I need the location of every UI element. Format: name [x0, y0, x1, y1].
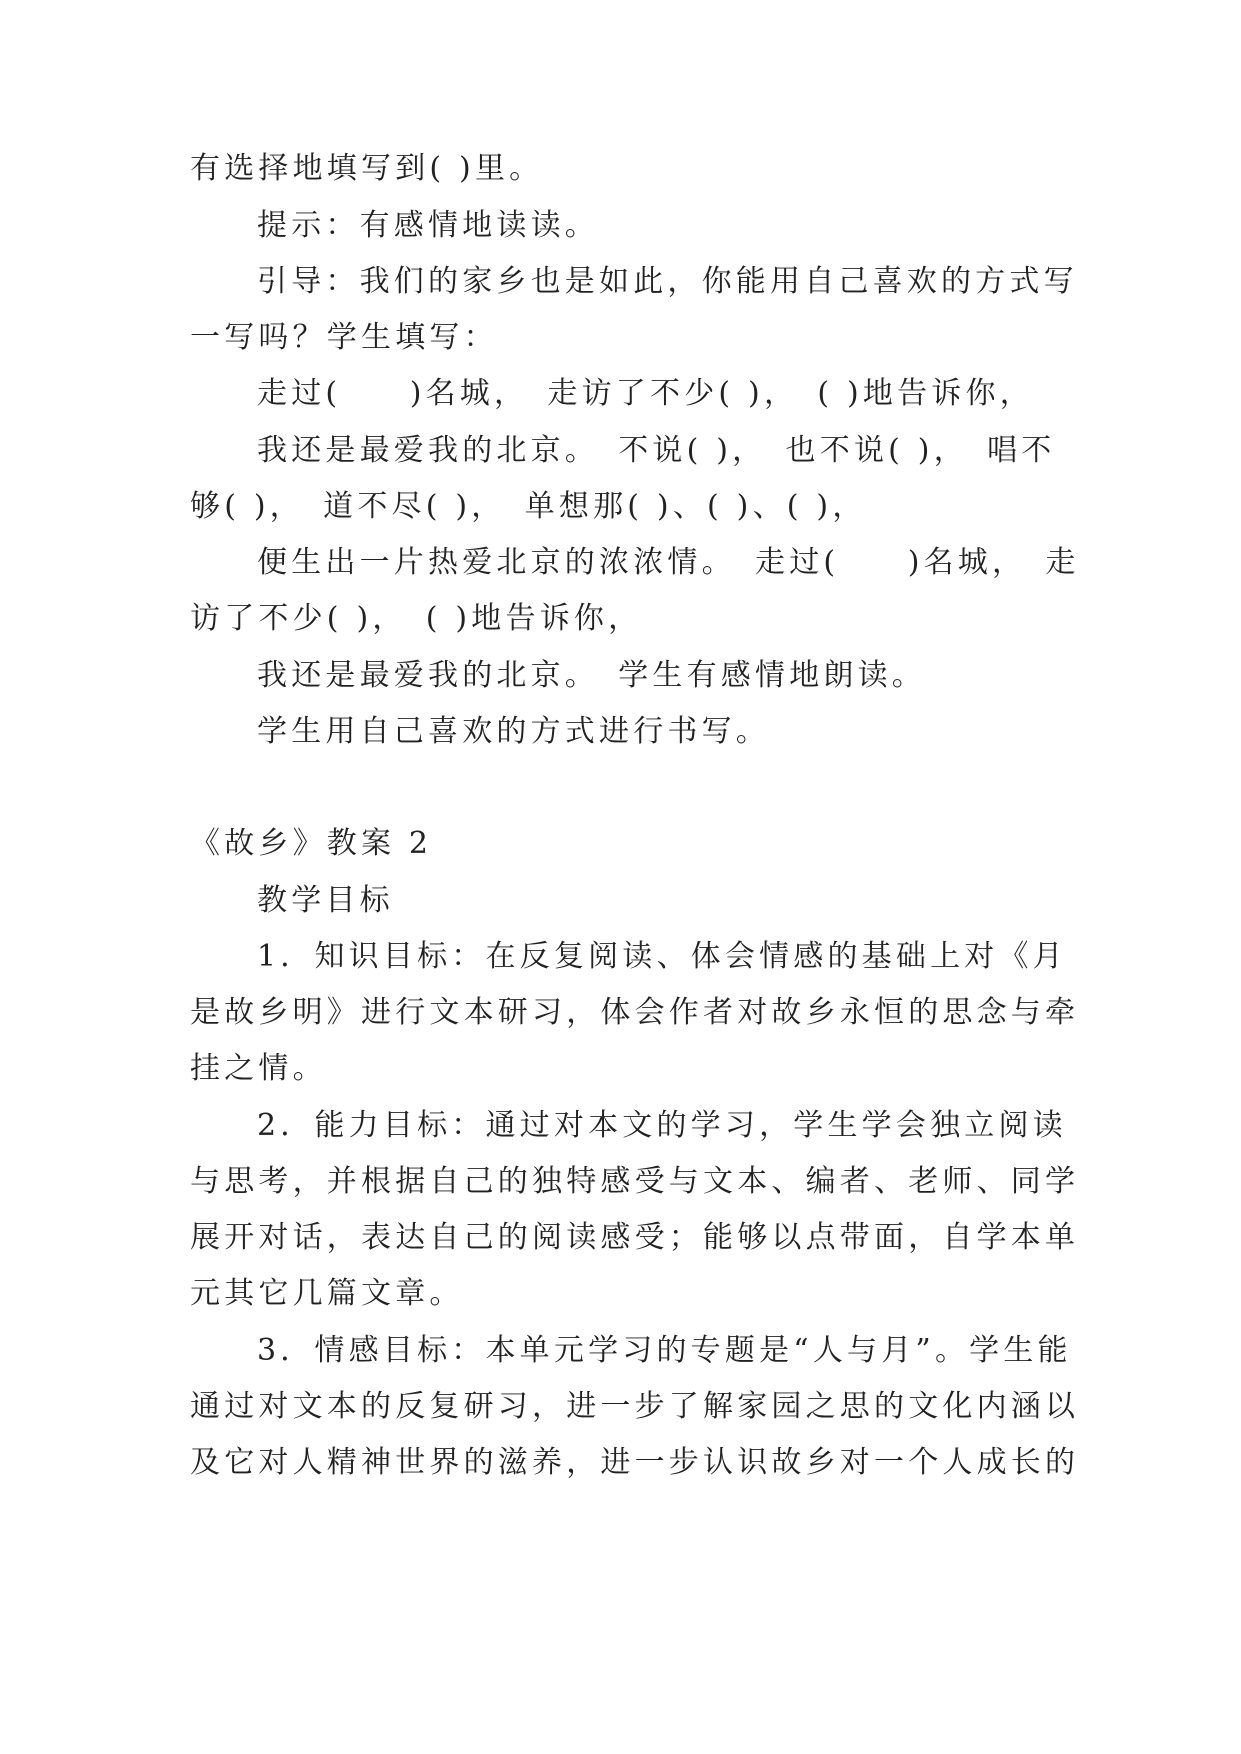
text-line: 我还是最爱我的北京。 不说( )， 也不说( )， 唱不 [257, 433, 1056, 468]
text-line: 1．知识目标：在反复阅读、体会情感的基础上对《月 [257, 939, 1067, 974]
text-line: 通过对文本的反复研习，进一步了解家园之思的文化内涵以 [190, 1389, 1080, 1424]
text-line: 便生出一片热爱北京的浓浓情。 走过( )名城， 走 [257, 545, 1080, 580]
text-line: 2．能力目标：通过对本文的学习，学生学会独立阅读 [257, 1108, 1067, 1143]
subheading: 教学目标 [257, 883, 394, 918]
text-line: 引导：我们的家乡也是如此，你能用自己喜欢的方式写 [257, 264, 1078, 299]
text-line: 够( )， 道不尽( )， 单想那( )、( )、( )， [190, 489, 867, 524]
text-line: 提示：有感情地读读。 [257, 208, 599, 243]
text-line: 走过( )名城， 走访了不少( )， ( )地告诉你， [257, 376, 1034, 411]
text-line: 访了不少( )， ( )地告诉你， [190, 601, 643, 636]
text-line: 元其它几篇文章。 [190, 1276, 464, 1311]
text-line: 有选择地填写到( )里。 [190, 151, 544, 186]
text-line: 是故乡明》进行文本研习，体会作者对故乡永恒的思念与牵 [190, 995, 1080, 1030]
text-line: 3．情感目标：本单元学习的专题是“人与月”。学生能 [257, 1333, 1072, 1368]
text-line: 展开对话，表达自己的阅读感受；能够以点带面，自学本单 [190, 1220, 1080, 1255]
text-line: 及它对人精神世界的滋养，进一步认识故乡对一个人成长的 [190, 1445, 1080, 1480]
text-line: 一写吗？学生填写： [190, 320, 498, 355]
text-line: 学生用自己喜欢的方式进行书写。 [257, 714, 770, 749]
text-line: 与思考，并根据自己的独特感受与文本、编者、老师、同学 [190, 1164, 1080, 1199]
text-line: 挂之情。 [190, 1051, 327, 1086]
section-heading: 《故乡》教案 2 [190, 826, 433, 861]
text-line: 我还是最爱我的北京。 学生有感情地朗读。 [257, 658, 926, 693]
